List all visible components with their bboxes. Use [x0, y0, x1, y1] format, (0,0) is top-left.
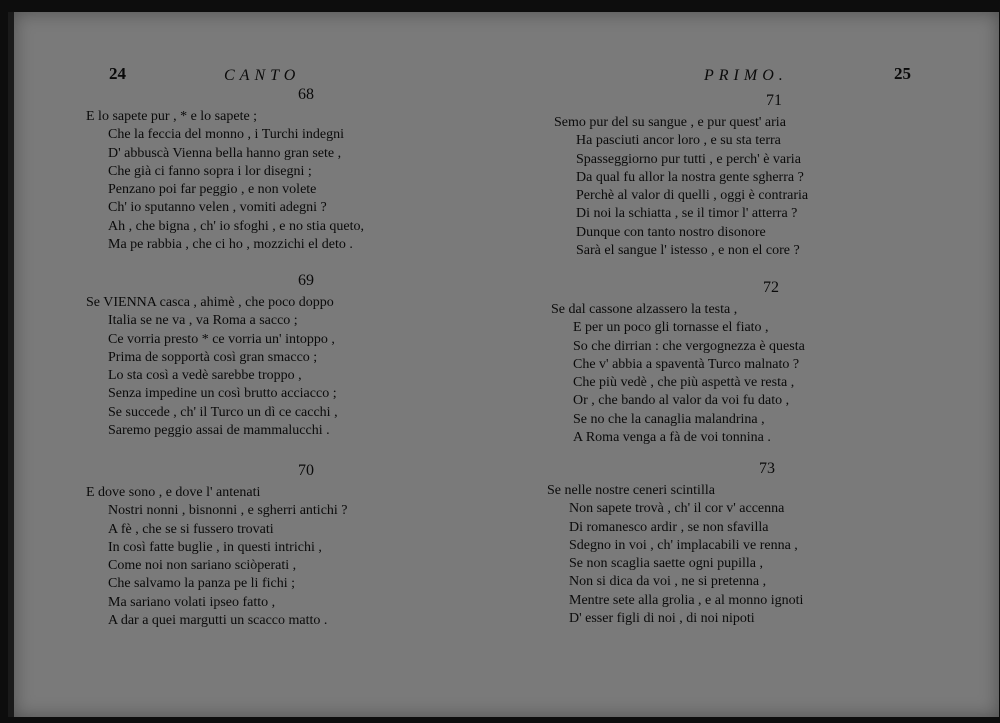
verse-line: Ma pe rabbia , che ci ho , mozzichi el deto . [108, 237, 353, 253]
verse-line: Dunque con tanto nostro disonore [576, 224, 766, 240]
verse-line: Nostri nonni , bisnonni , e sgherri antichi ? [108, 503, 348, 519]
verse-line: Non si dica da voi , ne si pretenna , [569, 574, 767, 590]
page-number: 24 [109, 64, 126, 83]
verse-line: Italia se ne va , va Roma a sacco ; [108, 313, 298, 329]
verse-line: E per un poco gli tornasse el fiato , [573, 320, 769, 336]
stanza-number: 70 [298, 462, 314, 479]
verse-line: Se VIENNA casca , ahimè , che poco doppo [86, 295, 334, 310]
verse-line: Che v' abbia a spaventà Turco malnato ? [573, 356, 800, 372]
verse-line: Perchè al valor di quelli , oggi è contraria [576, 188, 809, 204]
verse-line: Che salvamo la panza pe li fichi ; [108, 576, 295, 592]
verse-line: E dove sono , e dove l' antenati [86, 485, 261, 500]
verse-line: A dar a quei margutti un scacco matto . [108, 613, 328, 629]
verse-line: A fè , che se si fussero trovati [108, 521, 274, 537]
verse-line: Che la feccia del monno , i Turchi indegni [108, 127, 345, 143]
verse-line: Se nelle nostre ceneri scintilla [547, 483, 715, 498]
verse-line: Di noi la schiatta , se il timor l' atterra ? [576, 206, 798, 222]
verse-line: D' esser figli di noi , di noi nipoti [569, 611, 755, 627]
stanza [554, 90, 994, 260]
stanza-number: 73 [759, 460, 775, 477]
verse-line: So che dirrian : che vergognezza è questa [573, 338, 805, 354]
verse-line: Ch' io sputanno velen , vomiti adegni ? [108, 200, 327, 216]
verse-line: Mentre sete alla grolia , e al monno ignoti [569, 592, 804, 608]
verse-line: Ah , che bigna , ch' io sfoghi , e no stia queto, [108, 218, 365, 234]
verse-line: Che già ci fanno sopra i lor disegni ; [108, 163, 312, 179]
stanza [551, 277, 991, 447]
verse-line: Semo pur del su sangue , e pur quest' aria [554, 115, 786, 130]
stanza-number: 72 [763, 279, 779, 296]
verse-line: Se succede , ch' il Turco un dì ce cacchi , [108, 404, 338, 420]
stanza-number: 69 [298, 272, 314, 289]
verse-line: Ha pasciuti ancor loro , e su sta terra [576, 133, 781, 149]
verse-line: Da qual fu allor la nostra gente sgherra ? [576, 169, 804, 185]
right-page [509, 12, 989, 717]
verse-line: Saremo peggio assai de mammalucchi . [108, 423, 330, 439]
verse-line: A Roma venga a fà de voi tonnina . [573, 430, 771, 446]
stanza [86, 460, 526, 630]
verse-line: Spasseggiorno pur tutti , e perch' è varia [576, 151, 801, 167]
verse-line: Or , che bando al valor da voi fu dato , [573, 393, 790, 409]
left-page [14, 12, 494, 717]
verse-line: Se dal cassone alzassero la testa , [551, 302, 738, 317]
running-head: PRIMO. [704, 67, 788, 84]
verse-line: D' abbuscà Vienna bella hanno gran sete , [108, 145, 342, 161]
verse-line: Sdegno in voi , ch' implacabili ve renna , [569, 537, 798, 553]
verse-line: In così fatte buglie , in questi intrichi , [108, 539, 322, 555]
verse-line: Non sapete trovà , ch' il cor v' accenna [569, 501, 785, 517]
verse-line: Se non scaglia saette ogni pupilla , [569, 556, 764, 572]
verse-line: Se no che la canaglia malandrina , [573, 411, 765, 427]
stanza-number: 68 [298, 86, 314, 103]
verse-line: Senza impedine un così brutto acciacco ; [108, 386, 337, 402]
verse-line: Come noi non sariano sciòperati , [108, 558, 297, 574]
verse-line: Penzano poi far peggio , e non volete [108, 182, 317, 198]
stanza [86, 84, 526, 254]
verse-line: Ce vorria presto * ce vorria un' intoppo , [108, 331, 335, 347]
verse-line: Lo sta così a vedè sarebbe troppo , [108, 368, 302, 384]
verse-line: E lo sapete pur , * e lo sapete ; [86, 109, 258, 124]
stanza [86, 270, 526, 440]
verse-line: Prima de sopportà così gran smacco ; [108, 349, 318, 365]
page-number: 25 [894, 64, 911, 83]
stanza-number: 71 [766, 92, 782, 109]
running-head: CANTO [224, 67, 301, 84]
verse-line: Di romanesco ardir , se non sfavilla [569, 519, 769, 535]
stanza [547, 458, 987, 628]
verse-line: Ma sariano volati ipseo fatto , [108, 594, 276, 610]
verse-line: Che più vedè , che più aspettà ve resta , [573, 375, 795, 391]
scanned-spread [8, 12, 999, 717]
verse-line: Sarà el sangue l' istesso , e non el core ? [576, 243, 800, 259]
